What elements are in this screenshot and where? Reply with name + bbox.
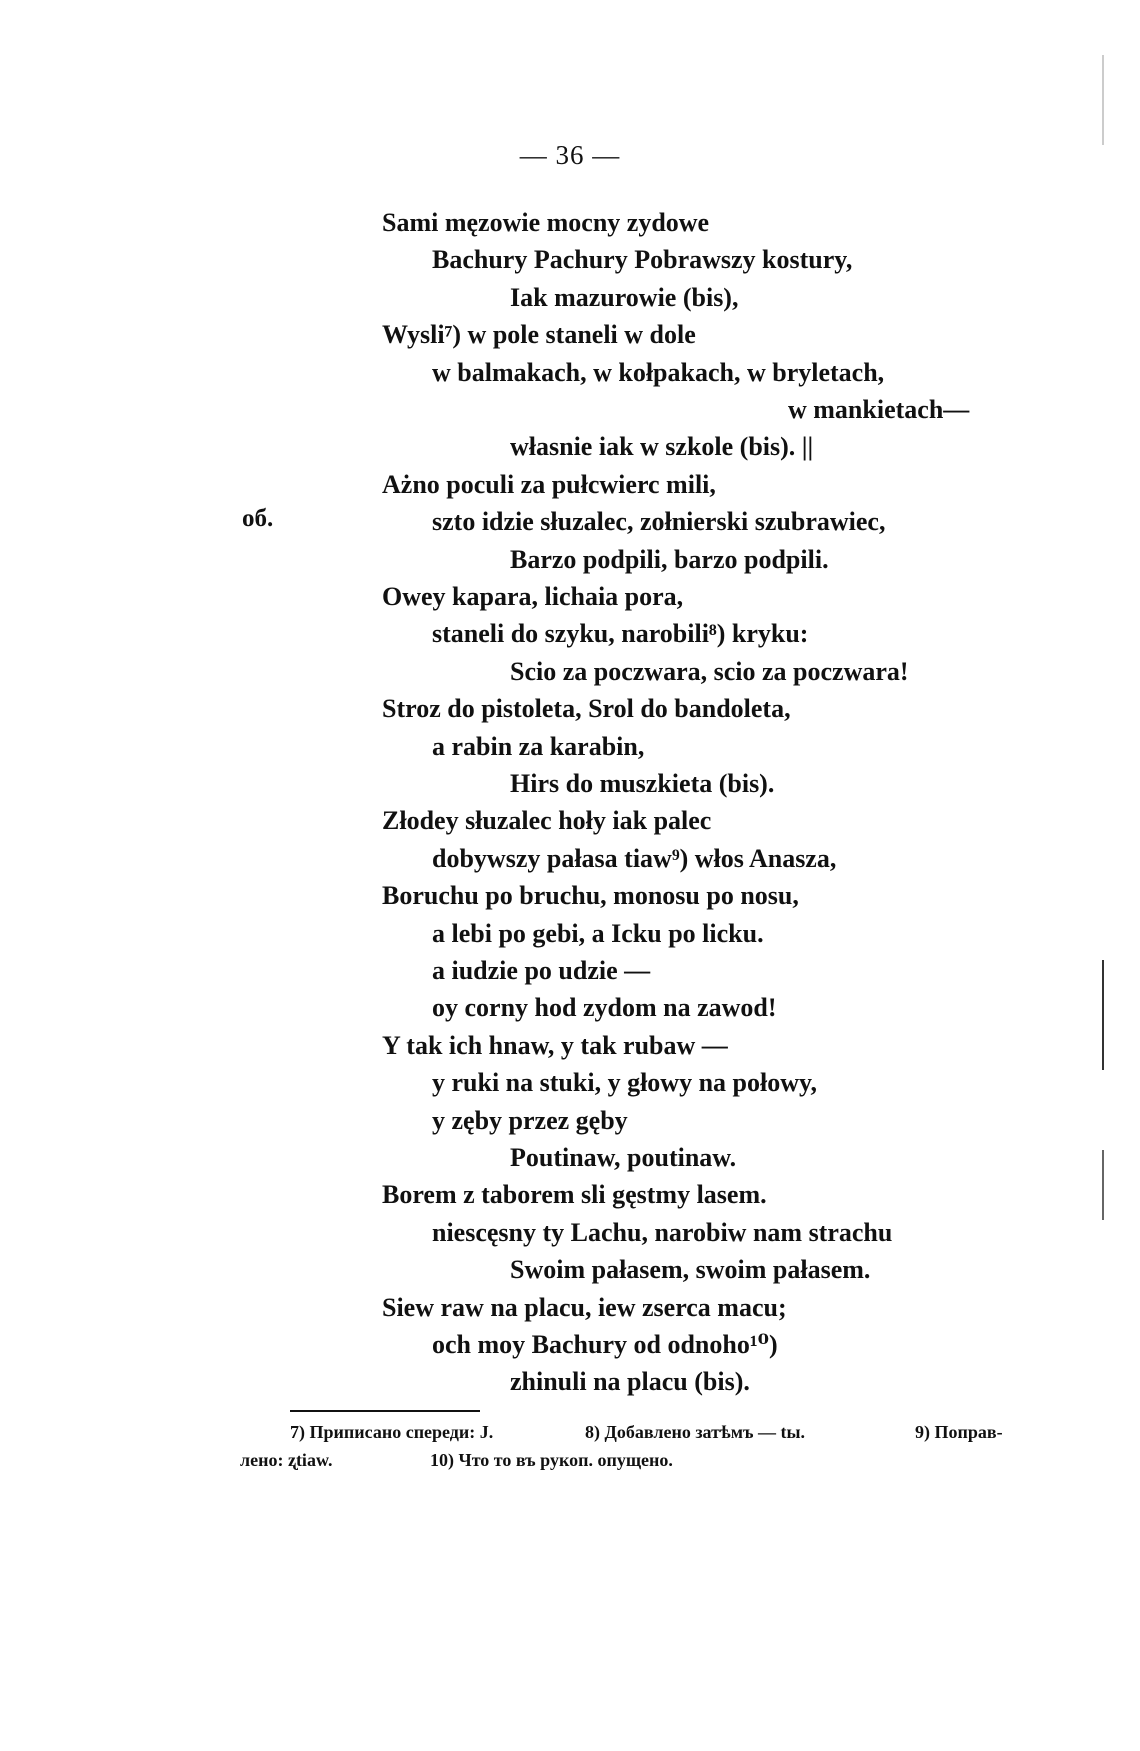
poem-line: Stroz do pistoleta, Srol do bandoleta,	[382, 694, 791, 723]
poem-line: Sami męzowie mocny zydowe	[382, 208, 710, 237]
poem-line: Barzo podpili, barzo podpili.	[510, 545, 829, 574]
poem-line: y zęby przez gęby	[432, 1106, 628, 1135]
poem-line: staneli do szyku, narobili⁸) kryku:	[432, 619, 809, 648]
poem-line: Boruchu po bruchu, monosu po nosu,	[382, 881, 799, 910]
poem-line: a lebi po gebi, a Icku po licku.	[432, 919, 764, 948]
poem-line: Wysli⁷) w pole staneli w dole	[382, 320, 696, 349]
poem-line: Bachury Pachury Pobrawszy kostury,	[432, 245, 853, 274]
poem-line: Borem z taborem sli gęstmy lasem.	[382, 1180, 767, 1209]
footnote-7: 7) Приписано спереди: J.	[290, 1422, 494, 1442]
poem-line: a iudzie po udzie —	[432, 956, 651, 985]
poem-line: dobywszy pałasa tiaw⁹) włos Anasza,	[432, 844, 837, 873]
poem-line: Hirs do muszkieta (bis).	[510, 769, 775, 798]
poem-line: Poutinaw, poutinaw.	[510, 1143, 737, 1172]
poem-line: własnie iak w szkole (bis). ||	[510, 432, 814, 461]
scan-edge-line	[1102, 960, 1104, 1070]
poem-line: Scio za poczwara, scio za poczwara!	[510, 657, 909, 686]
footnote-9: 9) Поправ-	[915, 1422, 1003, 1442]
poem-line: Swoim pałasem, swoim pałasem.	[510, 1255, 871, 1284]
poem-line: a rabin za karabin,	[432, 732, 645, 761]
scan-edge-line	[1102, 1150, 1104, 1220]
poem-line: zhinuli na placu (bis).	[510, 1367, 750, 1396]
poem-line: w mankietach—	[788, 395, 970, 424]
footnote-rule	[290, 1410, 480, 1412]
poem-line: oy corny hod zydom na zawod!	[432, 993, 777, 1022]
margin-note: об.	[242, 505, 274, 532]
poem-line: Iak mazurowie (bis),	[510, 283, 739, 312]
footnote-9-continued: лено: ʐtiaw.	[240, 1450, 333, 1470]
poem-line: szto idzie słuzalec, zołnierski szubrawiec,	[432, 507, 886, 536]
page-number: — 36 —	[519, 140, 621, 170]
poem-line: Y tak ich hnaw, y tak rubaw —	[382, 1031, 728, 1060]
poem-line: niescęsny ty Lachu, narobiw nam strachu	[432, 1218, 893, 1247]
poem-line: Siew raw na placu, iew zserca macu;	[382, 1293, 787, 1322]
poem-line: Złodey słuzalec hoły iak palec	[382, 806, 712, 835]
footnote-10: 10) Что то въ рукоп. опущено.	[430, 1450, 673, 1470]
poem-line: och moy Bachury od odnoho¹⁰)	[432, 1330, 778, 1359]
poem-line: w balmakach, w kołpakach, w bryletach,	[432, 358, 885, 387]
scan-edge-line	[1102, 55, 1104, 145]
poem-line: y ruki na stuki, y głowy na połowy,	[432, 1068, 818, 1097]
footnote-8: 8) Добавлено затѣмъ — tы.	[585, 1422, 806, 1442]
poem-line: Owey kapara, lichaia pora,	[382, 582, 684, 611]
poem-line: Ażno poculi za pułcwierc mili,	[382, 470, 716, 499]
